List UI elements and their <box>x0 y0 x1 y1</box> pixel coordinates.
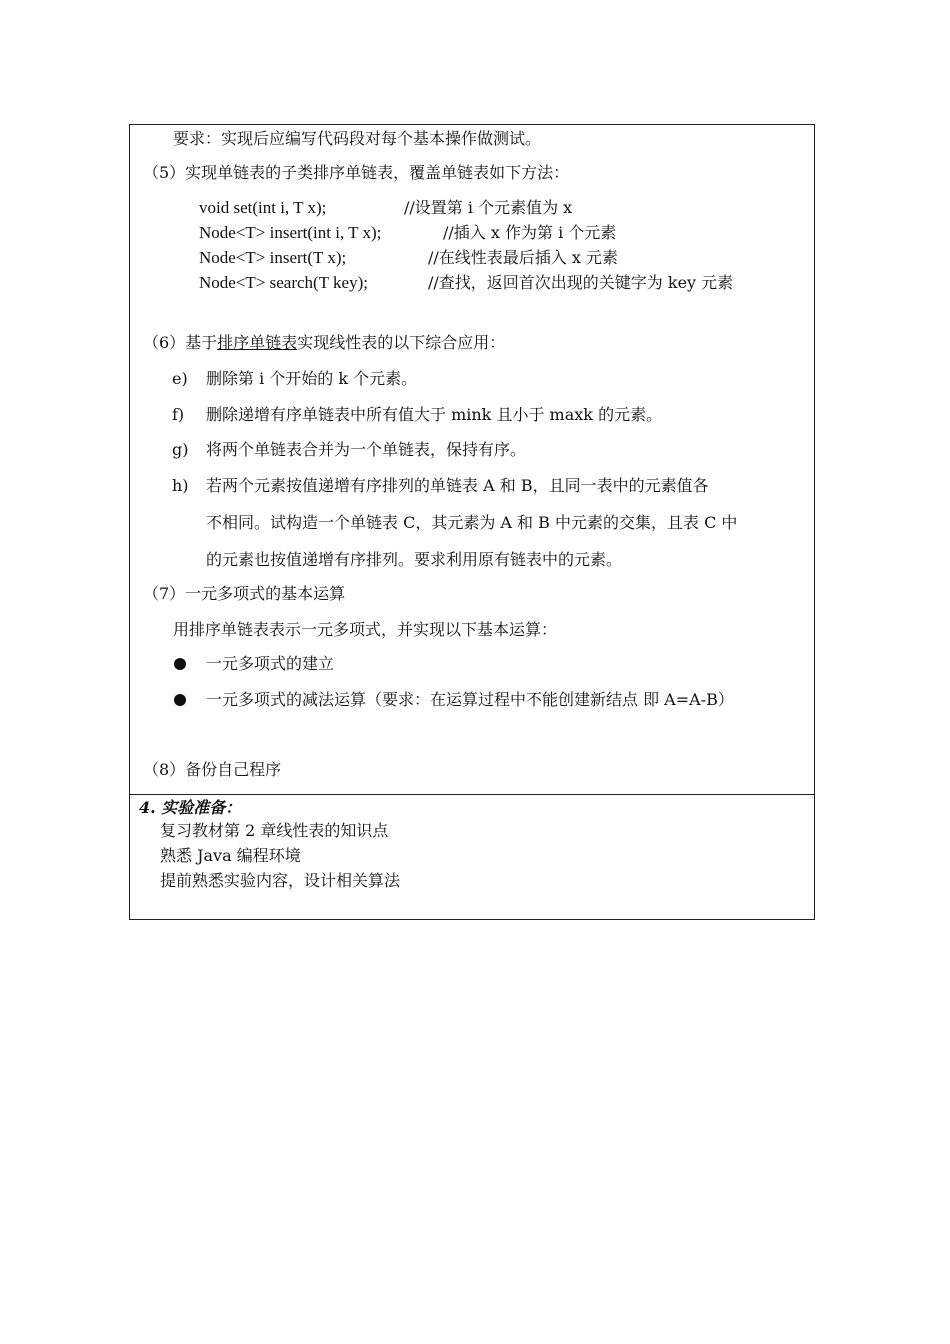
code-line-3-sig: Node<T> insert(T x); <box>199 248 347 267</box>
item-6-title <box>143 332 505 354</box>
prep-line-3: 提前熟悉实验内容，设计相关算法 <box>160 871 401 890</box>
list-mark-e: e) <box>172 369 188 388</box>
code-line-4-comment: //查找，返回首次出现的关键字为 key 元素 <box>428 273 734 292</box>
list-mark-g: g) <box>172 440 189 459</box>
list-item-h-cont-1: 不相同。试构造一个单链表 C，其元素为 A 和 B 中元素的交集，且表 C 中 <box>206 513 738 532</box>
item-5-title: （5）实现单链表的子类排序单链表，覆盖单链表如下方法： <box>143 163 570 182</box>
list-item-f: 删除递增有序单链表中所有值大于 mink 且小于 maxk 的元素。 <box>206 405 663 424</box>
section-4-title: 4. 实验准备： <box>139 798 242 817</box>
item-8-title: （8）备份自己程序 <box>143 760 282 779</box>
code-line-2-comment: //插入 x 作为第 i 个元素 <box>443 223 617 242</box>
code-line-1-sig: void set(int i, T x); <box>199 198 327 217</box>
list-item-h-cont-2: 的元素也按值递增有序排列。要求利用原有链表中的元素。 <box>206 550 623 569</box>
bullet-dot-icon <box>174 694 186 706</box>
item-7-title: （7）一元多项式的基本运算 <box>143 584 346 603</box>
item-6-prefix: （6）基于 <box>143 333 218 352</box>
code-line-3-comment: //在线性表最后插入 x 元素 <box>428 248 618 267</box>
preparation-table-cell <box>129 794 815 920</box>
bullet-item-2: 一元多项式的减法运算（要求：在运算过程中不能创建新结点 即 A=A-B） <box>206 690 734 709</box>
list-item-h: 若两个元素按值递增有序排列的单链表 A 和 B，且同一表中的元素值各 <box>206 476 709 495</box>
item-6-suffix: 实现线性表的以下综合应用： <box>297 333 506 352</box>
prep-line-2: 熟悉 Java 编程环境 <box>160 846 301 865</box>
prep-line-1: 复习教材第 2 章线性表的知识点 <box>160 821 389 840</box>
requirements-table-cell <box>129 124 815 795</box>
list-item-e: 删除第 i 个开始的 k 个元素。 <box>206 369 418 388</box>
code-line-1-comment: //设置第 i 个元素值为 x <box>404 198 573 217</box>
list-mark-f: f) <box>172 405 185 424</box>
bullet-dot-icon <box>174 658 186 670</box>
bullet-item-1: 一元多项式的建立 <box>206 654 335 673</box>
item-6-underlined-term: 排序单链表 <box>217 333 298 352</box>
code-line-2-sig: Node<T> insert(int i, T x); <box>199 223 382 242</box>
list-mark-h: h) <box>172 476 189 495</box>
code-line-4-sig: Node<T> search(T key); <box>199 273 368 292</box>
item-7-intro: 用排序单链表表示一元多项式，并实现以下基本运算： <box>173 620 558 639</box>
requirement-line: 要求：实现后应编写代码段对每个基本操作做测试。 <box>173 129 542 148</box>
list-item-g: 将两个单链表合并为一个单链表，保持有序。 <box>206 440 527 459</box>
